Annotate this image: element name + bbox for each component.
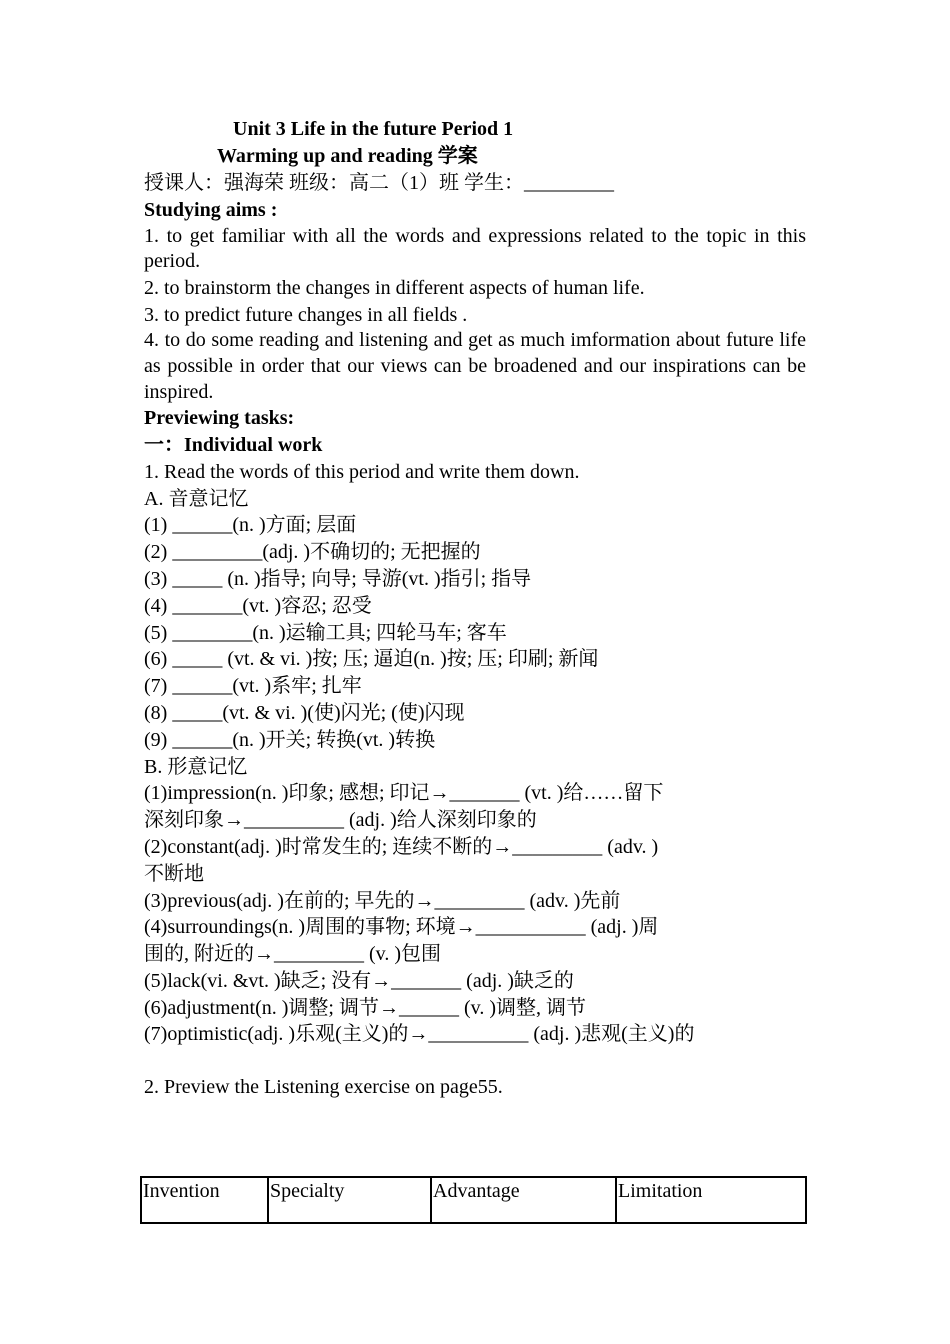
aim-item-3: 3. to predict future changes in all fields . — [144, 303, 468, 326]
part-a-item: (5) ________(n. )运输工具; 四轮马车; 客车 — [144, 621, 507, 644]
section-individual-work: 一：Individual work — [144, 433, 323, 456]
table-header-cell: Advantage — [431, 1177, 616, 1223]
teacher-info-line: 授课人：强海荣 班级：高二（1）班 学生：_________ — [144, 172, 614, 194]
invention-table — [140, 1176, 807, 1224]
part-b-line: (3)previous(adj. )在前的; 早先的→_________ (adv. )先前 — [144, 889, 621, 912]
aim-item-1: 1. to get familiar with all the words and expressions related to the topic in this period. — [144, 224, 806, 273]
table-header-cell: Specialty — [268, 1177, 431, 1223]
previewing-heading: Previewing tasks: — [144, 407, 295, 430]
part-b-line: (4)surroundings(n. )周围的事物; 环境→___________ (adj. )周 — [144, 916, 659, 939]
aims-heading: Studying aims : — [144, 198, 278, 221]
task-2: 2. Preview the Listening exercise on page55. — [144, 1076, 503, 1099]
part-b-line: (1)impression(n. )印象; 感想; 印记→_______ (vt. )给……留下 — [144, 782, 664, 805]
part-b-line: (5)lack(vi. &vt. )缺乏; 没有→_______ (adj. )缺乏的 — [144, 969, 574, 992]
aim-item-2: 2. to brainstorm the changes in different aspects of human life. — [144, 276, 645, 299]
part-b-line: 不断地 — [144, 862, 204, 885]
part-a-item: (1) ______(n. )方面; 层面 — [144, 514, 357, 537]
part-b-line: 围的, 附近的→_________ (v. )包围 — [144, 943, 442, 966]
task-1: 1. Read the words of this period and write them down. — [144, 460, 580, 483]
part-a-item: (8) _____(vt. & vi. )(使)闪光; (使)闪现 — [144, 701, 465, 724]
part-b-line: (2)constant(adj. )时常发生的; 连续不断的→_________ (adv. ) — [144, 835, 659, 858]
table-header-cell: Invention — [141, 1177, 268, 1223]
table-header-cell: Limitation — [616, 1177, 806, 1223]
part-a-item: (2) _________(adj. )不确切的; 无把握的 — [144, 541, 481, 564]
title-line-1: Unit 3 Life in the future Period 1 — [233, 118, 514, 140]
part-b-heading: B. 形意记忆 — [144, 755, 248, 778]
part-b-line: (7)optimistic(adj. )乐观(主义)的→__________ (adj. )悲观(主义)的 — [144, 1023, 695, 1046]
title-line-2: Warming up and reading 学案 — [217, 145, 478, 167]
part-a-item: (9) ______(n. )开关; 转换(vt. )转换 — [144, 728, 436, 751]
part-b-line: 深刻印象→__________ (adj. )给人深刻印象的 — [144, 809, 537, 832]
document-page — [144, 116, 806, 1101]
part-a-item: (4) _______(vt. )容忍; 忍受 — [144, 594, 372, 617]
part-a-item: (3) _____ (n. )指导; 向导; 导游(vt. )指引; 指导 — [144, 567, 532, 590]
aim-item-4: 4. to do some reading and listening and get as much imformation about future life as possible in order that our views can be broadened and our inspirations can be inspired. — [144, 329, 806, 403]
part-a-heading: A. 音意记忆 — [144, 487, 249, 510]
part-a-item: (7) ______(vt. )系牢; 扎牢 — [144, 675, 362, 698]
part-b-line: (6)adjustment(n. )调整; 调节→______ (v. )调整, 调节 — [144, 996, 586, 1019]
table-header-row — [141, 1177, 806, 1223]
part-a-item: (6) _____ (vt. & vi. )按; 压; 逼迫(n. )按; 压; 印刷; 新闻 — [144, 648, 599, 671]
